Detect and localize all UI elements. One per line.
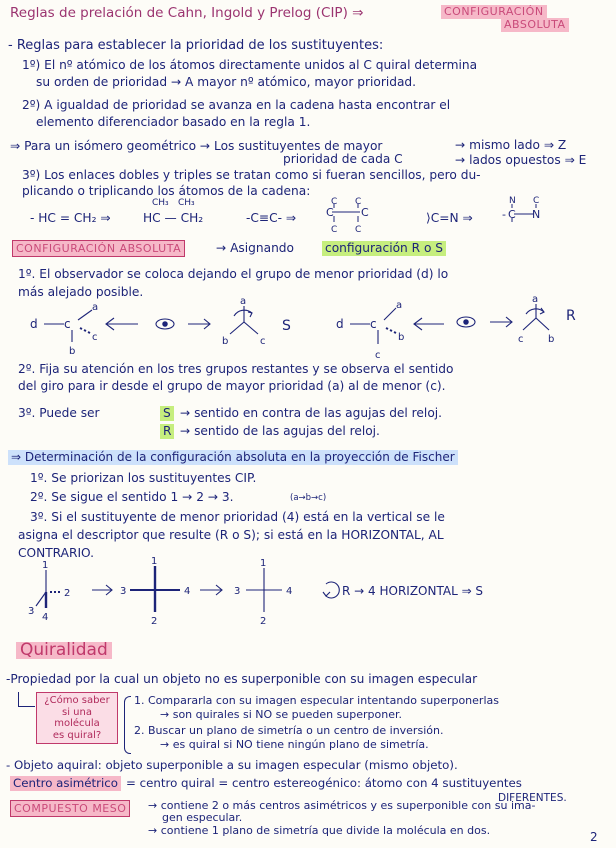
header-tag-2: ABSOLUTA [501,18,569,32]
isomer-line-b: prioridad de cada C [283,152,403,166]
rule-3a: 3º) Los enlaces dobles y triples se tratan como si fueran sencillos, pero du- [22,168,481,182]
wheel2-c: c [518,334,524,345]
method-1b: → son quirales si NO se pueden superponer. [160,708,403,721]
example-1-ch3-b: CH₃ [178,198,195,208]
mol2-d: d [336,317,344,331]
mol1-b: b [69,346,76,357]
meso-1: → contiene 2 o más centros asimétricos y es superponible con su ima- [148,799,536,812]
assign-config-rs: configuración R o S [322,241,446,256]
fc-4: 4 [286,586,293,597]
meso-label: COMPUESTO MESO [10,800,130,817]
fp-4: 4 [184,586,191,597]
fischer-result: R → 4 HORIZONTAL ⇒ S [342,584,484,598]
box-line-1: ¿Cómo saber [44,695,110,706]
wheel2-b: b [548,334,555,345]
option-S-badge: S [160,406,174,421]
step-3: 3º. Puede ser [18,406,100,420]
wheel1-c: c [260,336,266,347]
fischer-step-2-note: (a→b→c) [290,493,327,503]
mol1-c: c [92,332,98,343]
absolute-config-heading: CONFIGURACIÓN ABSOLUTA [12,240,185,257]
fischer-step-3b: asigna el descriptor que resulte (R o S); si está en la HORIZONTAL, AL [18,528,444,542]
rule-2b: elemento diferenciador basado en la regla 1. [36,115,311,129]
box-line-3: es quiral? [52,729,102,741]
rule-3b: plicando o triplicando los átomos de la cadena: [22,184,311,198]
mol2-b: b [398,332,405,343]
ex2-c-bot-2: C [355,225,362,235]
rule-1a: 1º) El nº atómico de los átomos directamente unidos al C quiral determina [22,58,478,72]
methods-bracket [124,696,131,754]
example-3-structure [500,194,560,234]
wheel2-R: R [566,308,576,324]
fp-1: 1 [151,556,158,567]
fz-4: 4 [42,612,49,623]
mol2-c: c [375,350,381,361]
step-2b: del giro para ir desde el grupo de mayor prioridad (a) al de menor (c). [18,379,446,393]
wheel1-S: S [282,318,291,334]
example-1-left: - HC = CH₂ ⇒ [30,211,111,225]
assign-arrow-text: → Asignando [216,241,295,255]
fischer-step-3a: 3º. Si el sustituyente de menor prioridad (4) está en la vertical se le [30,510,445,524]
ex2-c-top-2: C [355,197,362,207]
example-2-left: -C≡C- ⇒ [246,211,297,225]
meso-1b: gen especular. [162,811,243,824]
box-line-2: si una molécula [54,706,100,729]
example-3-left: ⟩C=N ⇒ [426,211,473,225]
header-tag-1: CONFIGURACIÓN [441,5,547,19]
step-1a: 1º. El observador se coloca dejando el grupo de menor prioridad (d) lo [18,267,449,281]
ex2-c-mid-2: C [361,206,369,219]
aquiral-definition: - Objeto aquiral: objeto superponible a su imagen especular (mismo objeto). [6,758,458,772]
centro-asimetrico-text: = centro quiral = centro estereogénico: átomo con 4 sustituyentes [126,776,522,790]
mol1-a: a [92,302,99,313]
fp-2: 2 [151,616,158,627]
example-2-structure [322,196,382,242]
def-connector [18,692,35,707]
option-R-text: → sentido de las agujas del reloj. [180,424,380,438]
step-2a: 2º. Fija su atención en los tres grupos restantes y se observa el sentido [18,362,454,376]
ex2-c-mid-1: C [326,206,334,219]
wheel1-a: a [240,296,247,307]
wheel2-a: a [532,296,539,305]
centro-asimetrico-text-2: DIFERENTES. [498,792,567,804]
how-to-know-box [36,692,118,744]
wheel1-b: b [222,336,229,347]
observer-diagrams [20,296,600,366]
option-R-badge: R [160,424,174,439]
fischer-heading: ⇒ Determinación de la configuración absoluta en la proyección de Fischer [8,450,458,465]
fc-2: 2 [260,616,267,627]
mol1-c-center: c [64,317,71,331]
ex3-n-mid: N [532,208,541,221]
mol2-c-center: c [370,317,377,331]
fz-2: 2 [64,588,71,599]
ex3-c-top: C [533,196,540,206]
fc-3: 3 [234,586,241,597]
quiralidad-heading: Quiralidad [16,642,112,659]
step-1b: más alejado posible. [18,285,144,299]
ex2-c-top-1: C [331,197,338,207]
page-number: 2 [590,830,598,844]
example-1-right: HC — CH₂ [143,211,204,225]
page-title: Reglas de prelación de Cahn, Ingold y Prelog (CIP) ⇒ [10,5,364,21]
ex3-c-mid: C [508,208,516,221]
cip-intro: - Reglas para establecer la prioridad de los sustituyentes: [8,38,384,53]
meso-2: → contiene 1 plano de simetría que divide la molécula en dos. [148,824,491,837]
example-1-ch3-a: CH₃ [152,198,169,208]
rule-1b: su orden de prioridad → A mayor nº atómico, mayor prioridad. [36,75,417,89]
method-1: 1. Compararla con su imagen especular intentando superponerlas [134,694,499,707]
fz-3: 3 [28,606,35,617]
svg-text:-: - [502,208,506,221]
fischer-step-3c: CONTRARIO. [18,546,95,560]
quiralidad-definition: -Propiedad por la cual un objeto no es superponible con su imagen especular [6,672,478,686]
rule-2a: 2º) A igualdad de prioridad se avanza en la cadena hasta encontrar el [22,98,451,112]
isomer-line-a: ⇒ Para un isómero geométrico → Los sustituyentes de mayor [10,139,383,153]
method-2b: → es quiral si NO tiene ningún plano de simetría. [160,738,429,751]
mol1-d: d [30,317,38,331]
fischer-diagrams [20,556,600,628]
ex3-n-top: N [509,196,516,206]
mol2-a: a [396,300,403,311]
isomer-same-side: → mismo lado ⇒ Z [455,138,567,152]
fc-1: 1 [260,558,267,569]
isomer-opposite-side: → lados opuestos ⇒ E [455,153,587,167]
fz-1: 1 [42,560,49,571]
option-S-text: → sentido en contra de las agujas del reloj. [180,406,443,420]
fischer-step-2: 2º. Se sigue el sentido 1 → 2 → 3. [30,490,234,504]
ex2-c-bot-1: C [331,225,338,235]
fp-3: 3 [120,586,127,597]
fischer-step-1: 1º. Se priorizan los sustituyentes CIP. [30,471,257,485]
centro-asimetrico-label: Centro asimétrico [10,776,121,791]
method-2: 2. Buscar un plano de simetría o un centro de inversión. [134,724,444,737]
